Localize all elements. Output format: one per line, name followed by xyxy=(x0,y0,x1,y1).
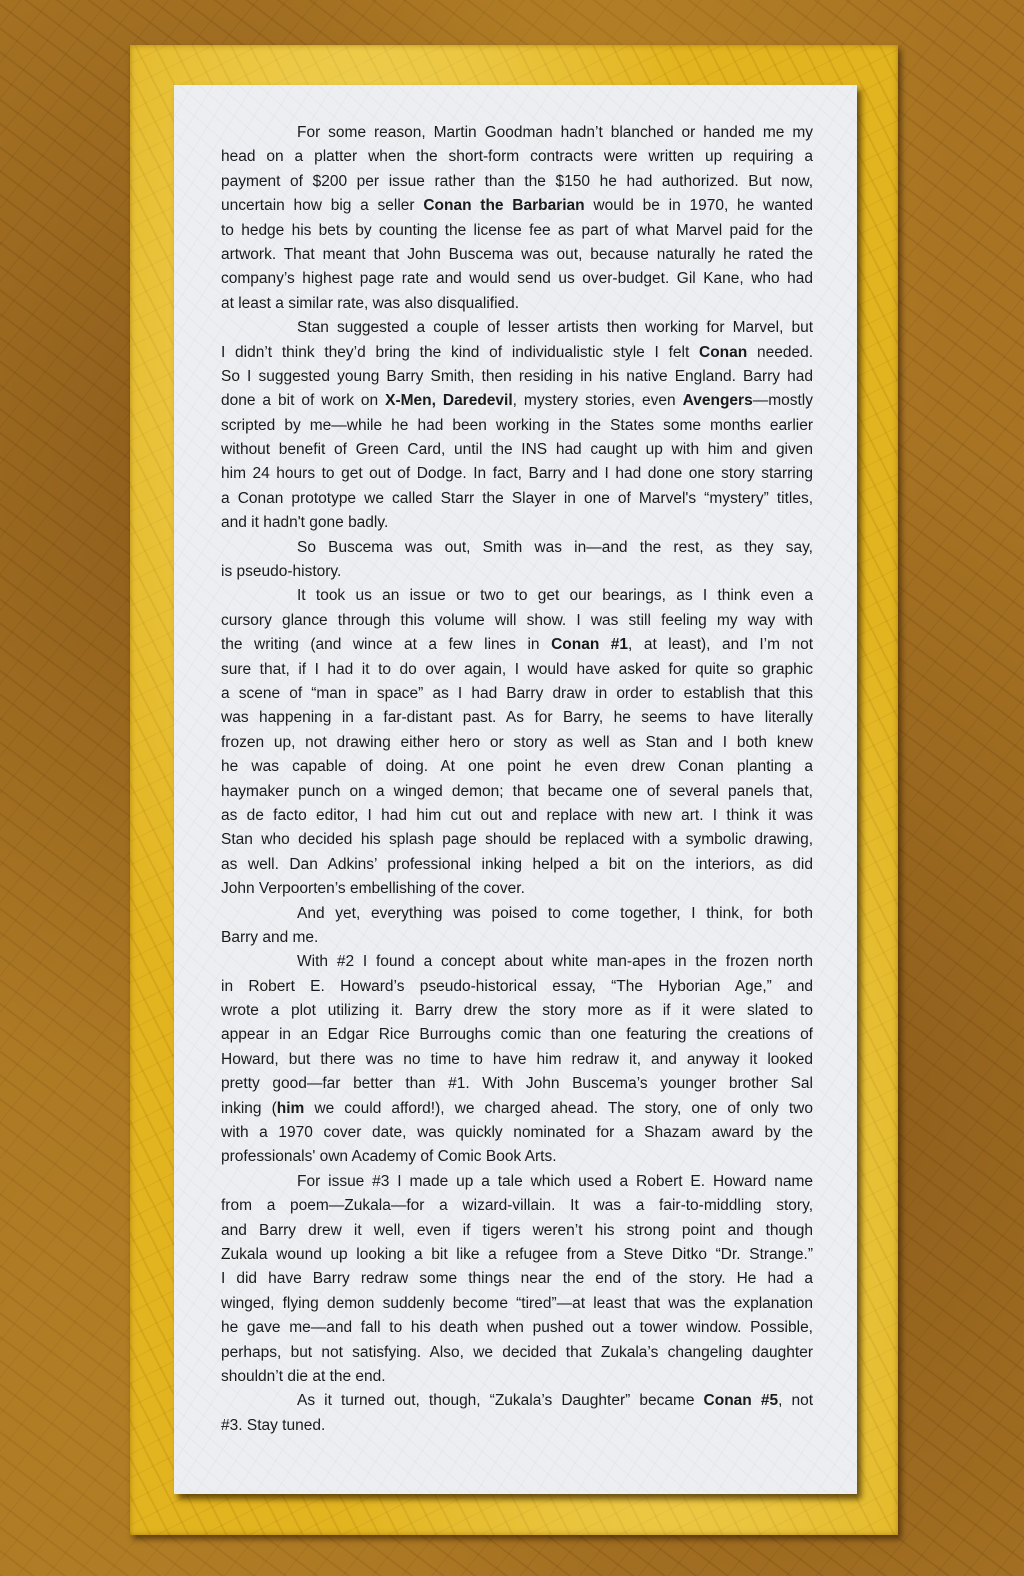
text-run: the writing (and wince at a few lines in xyxy=(221,636,552,654)
text-run: Stan who decided his splash page should be replaced with a symbolic drawing, xyxy=(221,831,813,849)
text-line xyxy=(221,438,813,462)
text-run: haymaker punch on a winged demon; that became one of several panels that, xyxy=(221,782,813,800)
text-line xyxy=(221,706,813,730)
paragraph xyxy=(221,121,813,316)
text-line xyxy=(221,1121,813,1145)
paragraph xyxy=(221,1389,813,1438)
text-line xyxy=(221,1194,813,1218)
text-run: done a bit of work on xyxy=(221,392,386,410)
text-run: from a poem—Zukala—for a wizard-villain. It was a fair-to-middling story, xyxy=(221,1197,813,1215)
text-run: Howard, but there was no time to have him redraw it, and anyway it looked xyxy=(221,1050,813,1068)
text-run: , at least), and I’m not xyxy=(628,636,814,654)
text-line xyxy=(221,511,813,535)
text-line xyxy=(221,365,813,389)
bold-title: Conan the Barbarian xyxy=(423,197,585,215)
text-line xyxy=(221,462,813,486)
text-run: pretty good—far better than #1. With John Buscema’s younger brother Sal xyxy=(221,1075,813,1093)
text-line xyxy=(221,584,813,608)
text-run: Zukala wound up looking a bit like a refugee from a Steve Ditko “Dr. Strange.” xyxy=(221,1245,813,1263)
text-run: Stan suggested a couple of lesser artists then working for Marvel, but xyxy=(297,319,813,337)
text-line xyxy=(221,1292,813,1316)
text-run: appear in an Edgar Rice Burroughs comic than one featuring the creations of xyxy=(221,1026,813,1044)
text-line xyxy=(221,877,813,901)
text-line xyxy=(221,902,813,926)
text-run: , mystery stories, even xyxy=(512,392,683,410)
text-line xyxy=(221,1097,813,1121)
text-run: he gave me—and fall to his death when pushed out a tower window. Possible, xyxy=(221,1319,813,1337)
text-line xyxy=(221,194,813,218)
text-line xyxy=(221,145,813,169)
text-line xyxy=(221,170,813,194)
text-run: shouldn’t die at the end. xyxy=(221,1367,386,1385)
text-line xyxy=(221,243,813,267)
text-run: frozen up, not drawing either hero or story as well as Stan and I both knew xyxy=(221,733,813,751)
text-line xyxy=(221,341,813,365)
text-line xyxy=(221,926,813,950)
text-line xyxy=(221,950,813,974)
bold-title: Avengers xyxy=(682,392,753,410)
text-run: With #2 I found a concept about white man-apes in the frozen north xyxy=(297,953,813,971)
text-line xyxy=(221,804,813,828)
text-line xyxy=(221,780,813,804)
text-run: him 24 hours to get out of Dodge. In fact, Barry and I had done one story starring xyxy=(221,465,813,483)
text-line xyxy=(221,1414,813,1438)
text-line xyxy=(221,633,813,657)
text-run: and Barry drew it well, even if tigers weren’t his strong point and though xyxy=(221,1221,813,1239)
bold-title: him xyxy=(276,1099,305,1117)
text-run: cursory glance through this volume will show. I was still feeling my way with xyxy=(221,611,813,629)
text-line xyxy=(221,316,813,340)
text-run: in Robert E. Howard’s pseudo-historical essay, “The Hyborian Age,” and xyxy=(221,977,813,995)
text-run: #3. Stay tuned. xyxy=(221,1416,326,1434)
text-run: as de facto editor, I had him cut out and replace with new art. I think it was xyxy=(221,806,813,824)
text-line xyxy=(221,292,813,316)
text-line xyxy=(221,1267,813,1291)
text-run: So Buscema was out, Smith was in—and the rest, as they say, xyxy=(297,538,813,556)
text-run: company’s highest page rate and would send us over-budget. Gil Kane, who had xyxy=(221,270,813,288)
paragraph xyxy=(221,902,813,951)
text-run: For some reason, Martin Goodman hadn’t blanched or handed me my xyxy=(297,124,813,141)
text-line xyxy=(221,1048,813,1072)
text-run: I did have Barry redraw some things near the end of the story. He had a xyxy=(221,1270,813,1288)
text-line xyxy=(221,487,813,511)
bold-title: X-Men, Daredevil xyxy=(385,392,513,410)
text-run: For issue #3 I made up a tale which used a Robert E. Howard name xyxy=(297,1172,813,1190)
text-run: needed. xyxy=(747,343,813,361)
text-run: wrote a plot utilizing it. Barry drew the story more as if it were slated to xyxy=(221,1002,813,1020)
text-line xyxy=(221,755,813,779)
paragraph xyxy=(221,950,813,1170)
text-run: to hedge his bets by counting the license fee as part of what Marvel paid for the xyxy=(221,221,813,239)
text-run: perhaps, but not satisfying. Also, we decided that Zukala’s changeling daughter xyxy=(221,1343,813,1361)
text-run: at least a similar rate, was also disqualified. xyxy=(221,294,520,312)
text-run: winged, flying demon suddenly become “tired”—at least that was the explanation xyxy=(221,1294,813,1312)
text-line xyxy=(221,999,813,1023)
text-line xyxy=(221,853,813,877)
text-run: is pseudo-history. xyxy=(221,563,342,581)
text-line xyxy=(221,536,813,560)
text-run: And yet, everything was poised to come together, I think, for both xyxy=(297,904,813,922)
text-run: head on a platter when the short-form contracts were written up requiring a xyxy=(221,148,813,166)
text-run: as well. Dan Adkins’ professional inking helped a bit on the interiors, as did xyxy=(221,855,813,873)
text-line xyxy=(221,609,813,633)
paragraph xyxy=(221,536,813,585)
text-line xyxy=(221,1316,813,1340)
text-run: he was capable of doing. At one point he even drew Conan planting a xyxy=(221,758,813,776)
text-line xyxy=(221,1365,813,1389)
text-run: a Conan prototype we called Starr the Slayer in one of Marvel's “mystery” titles, xyxy=(221,489,813,507)
text-run: —mostly xyxy=(752,392,813,410)
text-run: without benefit of Green Card, until the INS had caught up with him and given xyxy=(221,441,813,459)
bold-title: Conan #5 xyxy=(703,1392,779,1410)
text-run: was happening in a far-distant past. As for Barry, he seems to have literally xyxy=(221,709,813,727)
text-line xyxy=(221,828,813,852)
text-line xyxy=(221,1243,813,1267)
article-body xyxy=(221,121,813,1438)
bold-title: Conan #1 xyxy=(551,636,629,654)
paragraph xyxy=(221,316,813,536)
bold-title: Conan xyxy=(699,343,748,361)
text-line xyxy=(221,1219,813,1243)
text-line xyxy=(221,682,813,706)
text-line xyxy=(221,1389,813,1413)
paragraph xyxy=(221,1170,813,1390)
text-line xyxy=(221,389,813,413)
text-line xyxy=(221,1023,813,1047)
text-panel xyxy=(174,85,857,1494)
text-run: So I suggested young Barry Smith, then residing in his native England. Barry had xyxy=(221,367,813,385)
text-run: uncertain how big a seller xyxy=(221,197,424,215)
text-run: As it turned out, though, “Zukala’s Daughter” became xyxy=(297,1392,704,1410)
text-run: It took us an issue or two to get our bearings, as I think even a xyxy=(297,587,813,605)
text-run: , not xyxy=(778,1392,813,1410)
text-run: payment of $200 per issue rather than the $150 he had authorized. But now, xyxy=(221,172,813,190)
text-line xyxy=(221,219,813,243)
text-run: scripted by me—while he had been working in the States some months earlier xyxy=(221,416,813,434)
text-line xyxy=(221,414,813,438)
paragraph xyxy=(221,584,813,901)
text-line xyxy=(221,121,813,145)
text-run: John Verpoorten’s embellishing of the cover. xyxy=(221,880,525,898)
text-run: inking ( xyxy=(221,1099,277,1117)
text-line xyxy=(221,267,813,291)
text-run: professionals' own Academy of Comic Book Arts. xyxy=(221,1148,557,1166)
text-run: artwork. That meant that John Buscema was out, because naturally he rated the xyxy=(221,245,813,263)
text-line xyxy=(221,560,813,584)
text-line xyxy=(221,1072,813,1096)
text-line xyxy=(221,1170,813,1194)
text-run: a scene of “man in space” as I had Barry draw in order to establish that this xyxy=(221,684,813,702)
text-line xyxy=(221,658,813,682)
text-run: with a 1970 cover date, was quickly nominated for a Shazam award by the xyxy=(221,1124,813,1142)
text-run: Barry and me. xyxy=(221,928,319,946)
text-run: and it hadn't gone badly. xyxy=(221,514,389,532)
text-line xyxy=(221,731,813,755)
text-line xyxy=(221,975,813,999)
text-line xyxy=(221,1145,813,1169)
text-line xyxy=(221,1341,813,1365)
text-run: we could afford!), we charged ahead. The story, one of only two xyxy=(304,1099,813,1117)
text-run: I didn’t think they’d bring the kind of individualistic style I felt xyxy=(221,343,699,361)
text-run: sure that, if I had it to do over again, I would have asked for quite so graphic xyxy=(221,660,813,678)
text-run: would be in 1970, he wanted xyxy=(584,197,813,215)
